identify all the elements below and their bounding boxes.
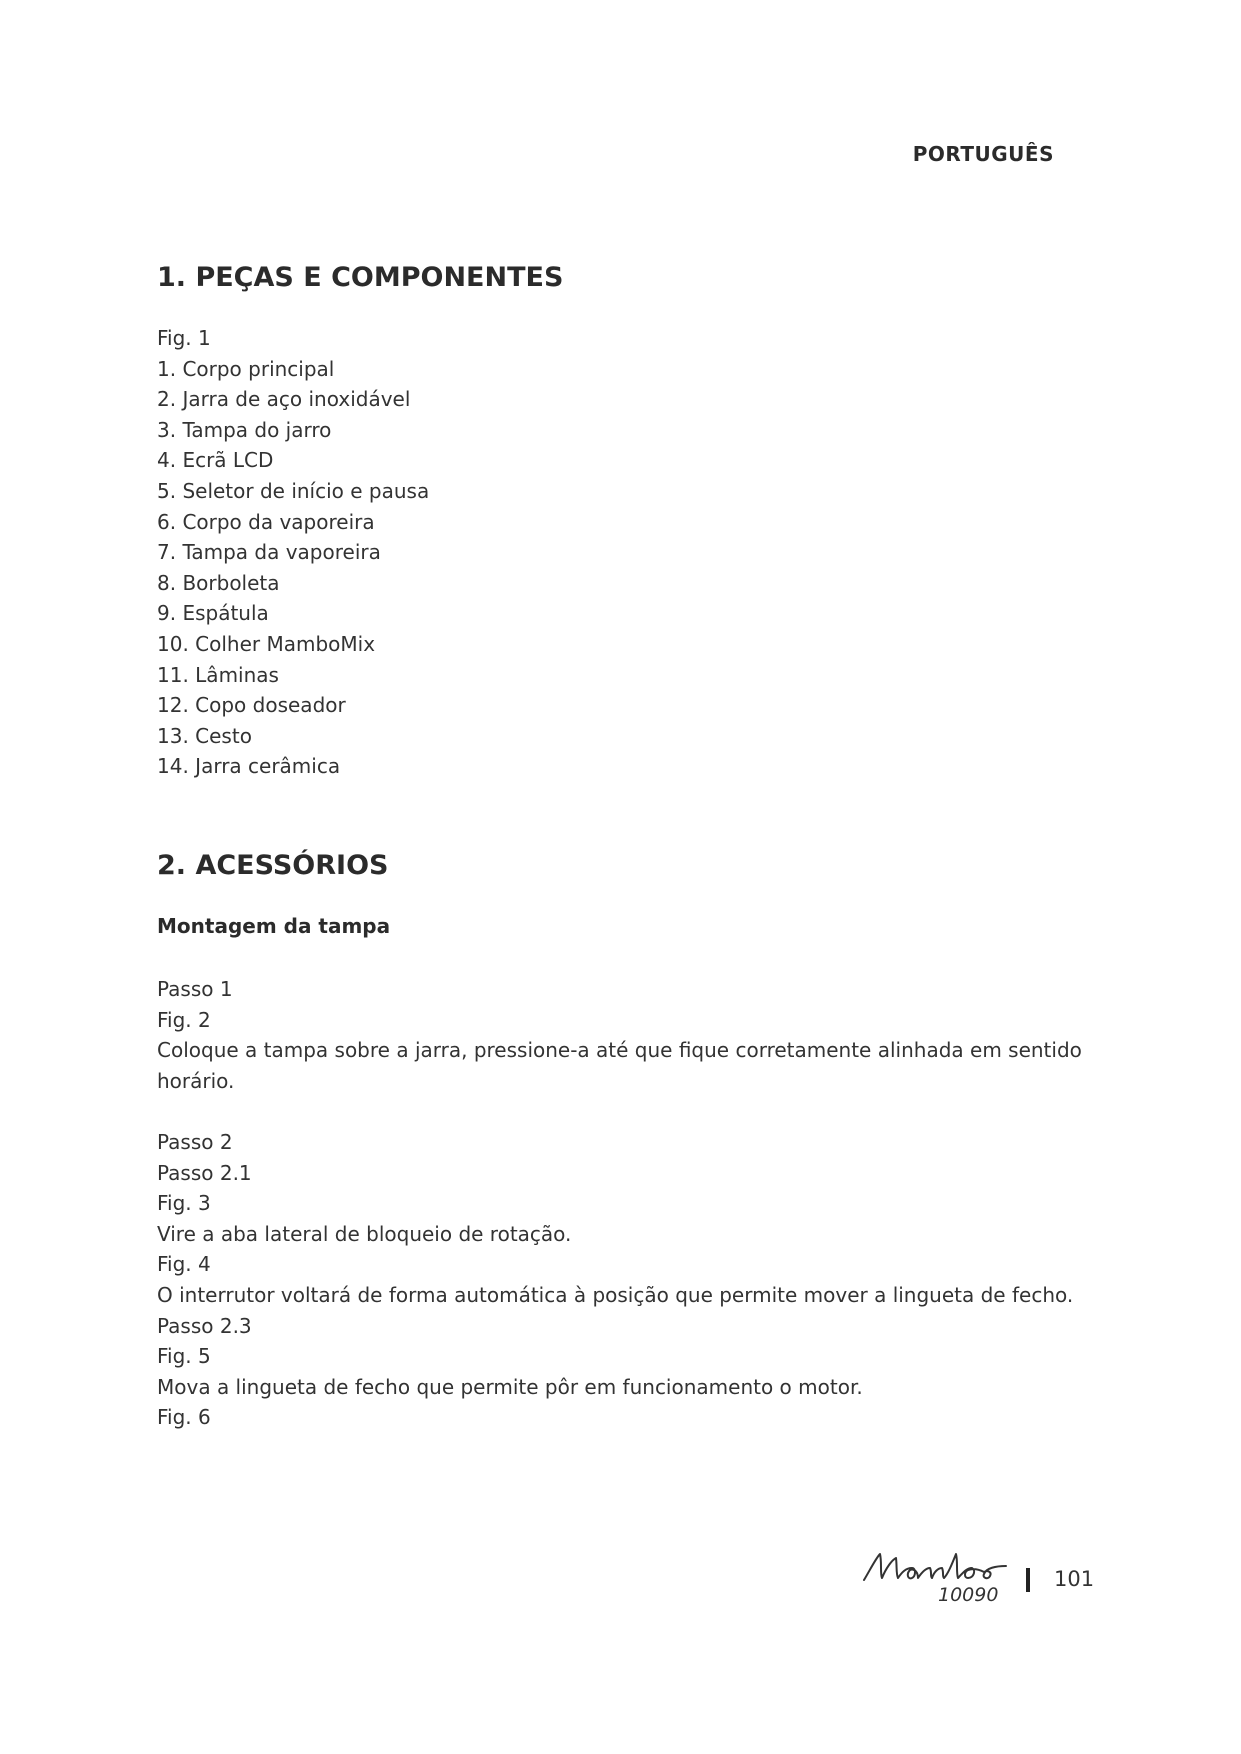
paragraph-line: Mova a lingueta de fecho que permite pôr em funcionamento o motor. bbox=[157, 1374, 863, 1399]
logo-model-number: 10090 bbox=[938, 1584, 999, 1606]
paragraph-line: Passo 2.3 bbox=[157, 1313, 252, 1338]
page-number: 101 bbox=[1054, 1567, 1095, 1591]
list-item: 10. Colher MamboMix bbox=[157, 631, 376, 656]
section-title-parts: 1. PEÇAS E COMPONENTES bbox=[157, 262, 564, 293]
list-item: Fig. 1 bbox=[157, 326, 211, 350]
list-item: 9. Espátula bbox=[157, 601, 269, 626]
subsection-title: Montagem da tampa bbox=[157, 914, 391, 938]
paragraph-line: Vire a aba lateral de bloqueio de rotação. bbox=[157, 1221, 572, 1246]
language-label: PORTUGUÊS bbox=[912, 142, 1054, 166]
list-item: 2. Jarra de aço inoxidável bbox=[157, 387, 411, 412]
list-item: 5. Seletor de início e pausa bbox=[157, 478, 430, 503]
paragraph-line: Fig. 5 bbox=[157, 1344, 211, 1369]
paragraph-line: Fig. 3 bbox=[157, 1191, 211, 1216]
list-item: 14. Jarra cerâmica bbox=[157, 754, 341, 779]
paragraph-line: Coloque a tampa sobre a jarra, pressione-a até que fique corretamente alinhada em sentido horário. bbox=[157, 1038, 1082, 1093]
list-item: 12. Copo doseador bbox=[157, 693, 346, 718]
paragraph-line: O interrutor voltará de forma automática à posição que permite mover a lingueta de fecho. bbox=[157, 1282, 1074, 1307]
list-item: 1. Corpo principal bbox=[157, 356, 335, 381]
paragraph-line: Fig. 2 bbox=[157, 1007, 211, 1032]
footer-divider bbox=[1026, 1568, 1030, 1592]
step2-block bbox=[157, 1127, 1097, 1433]
parts-list bbox=[157, 323, 1097, 782]
list-item: 7. Tampa da vaporeira bbox=[157, 540, 381, 565]
paragraph-line: Passo 2 bbox=[157, 1130, 233, 1154]
list-item: 4. Ecrã LCD bbox=[157, 448, 274, 473]
step1-block bbox=[157, 974, 1097, 1096]
list-item: 6. Corpo da vaporeira bbox=[157, 509, 375, 534]
list-item: 3. Tampa do jarro bbox=[157, 417, 332, 442]
section-title-accessories: 2. ACESSÓRIOS bbox=[157, 850, 389, 881]
list-item: 11. Lâminas bbox=[157, 662, 279, 687]
paragraph-line: Passo 1 bbox=[157, 977, 233, 1001]
paragraph-line: Fig. 6 bbox=[157, 1405, 211, 1430]
list-item: 13. Cesto bbox=[157, 723, 252, 748]
list-item: 8. Borboleta bbox=[157, 570, 280, 595]
paragraph-line: Fig. 4 bbox=[157, 1252, 211, 1277]
paragraph-line: Passo 2.1 bbox=[157, 1160, 252, 1185]
